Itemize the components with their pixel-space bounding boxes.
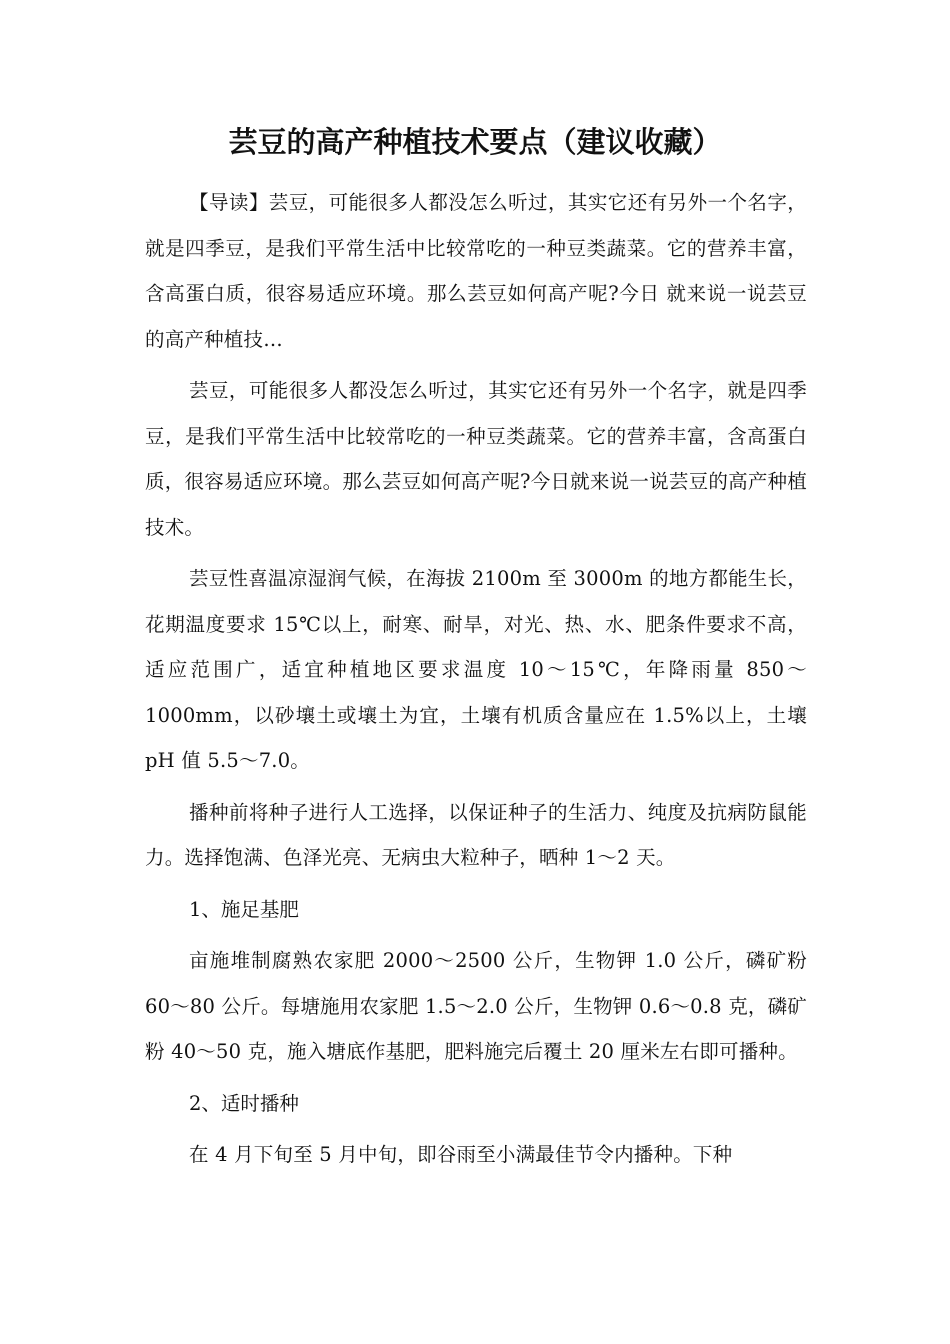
section-heading: 2、适时播种: [189, 1091, 299, 1115]
body-paragraph: 亩施堆制腐熟农家肥 2000～2500 公斤，生物钾 1.0 公斤，磷矿粉 60～80 公斤。每塘施用农家肥 1.5～2.0 公斤，生物钾 0.6～0.8 克，磷矿粉 40～50 克，施入塘底作基肥，肥料施完后覆土 20 厘米左右即可播种。: [145, 949, 807, 1063]
body-paragraph: 芸豆性喜温凉湿润气候，在海拔 2100m 至 3000m 的地方都能生长，花期温度要求 15℃以上，耐寒、耐旱，对光、热、水、肥条件要求不高，适应范围广，适宜种植地区要求温度 10～15℃，年降雨量 850～1000mm，以砂壤土或壤土为宜，土壤有机质含量应在 1.5%以上，土壤 pH 值 5.5～7.0。: [145, 567, 807, 772]
body-paragraph: 在 4 月下旬至 5 月中旬，即谷雨至小满最佳节令内播种。下种: [189, 1143, 733, 1166]
body-paragraph: 芸豆，可能很多人都没怎么听过，其实它还有另外一个名字，就是四季豆，是我们平常生活中比较常吃的一种豆类蔬菜。它的营养丰富，含高蛋白质，很容易适应环境。那么芸豆如何高产呢?今日就来说一说芸豆的高产种植技术。: [145, 379, 807, 539]
section-heading: 1、施足基肥: [189, 897, 299, 921]
document-body: [145, 180, 807, 1184]
document-title: 芸豆的高产种植技术要点（建议收藏）: [228, 125, 722, 159]
intro-paragraph: 【导读】芸豆，可能很多人都没怎么听过，其实它还有另外一个名字，就是四季豆，是我们平常生活中比较常吃的一种豆类蔬菜。它的营养丰富，含高蛋白质，很容易适应环境。那么芸豆如何高产呢?今日 就来说一说芸豆的高产种植技…: [145, 191, 807, 351]
body-paragraph: 播种前将种子进行人工选择，以保证种子的生活力、纯度及抗病防鼠能力。选择饱满、色泽光亮、无病虫大粒种子，晒种 1～2 天。: [145, 800, 807, 869]
